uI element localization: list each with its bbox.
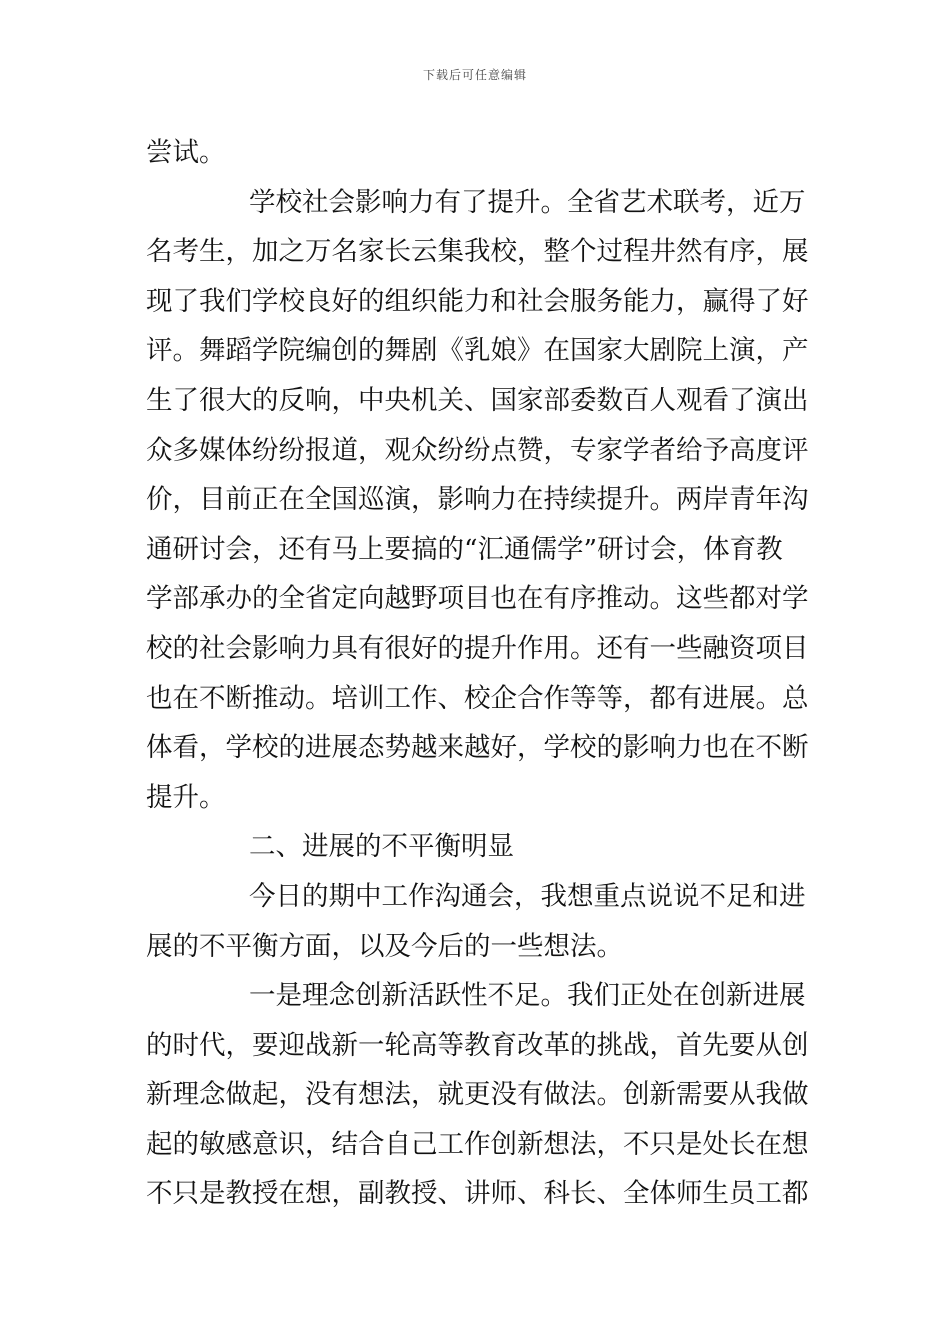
text-line: 生了很大的反响，中央机关、国家部委数百人观看了演出 bbox=[146, 384, 808, 416]
text-line: 名考生，加之万名家长云集我校，整个过程井然有序，展 bbox=[146, 236, 808, 268]
text-line: 尝试。 bbox=[146, 137, 226, 168]
text-line: 一是理念创新活跃性不足。我们正处在创新进展 bbox=[249, 980, 806, 1012]
text-line: 校的社会影响力具有很好的提升作用。还有一些融资项目 bbox=[146, 632, 808, 664]
text-line: 展的不平衡方面，以及今后的一些想法。 bbox=[146, 930, 623, 962]
text-line: 新理念做起，没有想法，就更没有做法。创新需要从我做 bbox=[146, 1079, 808, 1111]
page-header: 下载后可任意编辑 bbox=[422, 68, 527, 82]
text-line: 起的敏感意识，结合自己工作创新想法，不只是处长在想 bbox=[146, 1128, 808, 1160]
text-line: 学校社会影响力有了提升。全省艺术联考，近万 bbox=[249, 186, 806, 218]
text-line: 也在不断推动。培训工作、校企合作等等，都有进展。总 bbox=[146, 682, 808, 714]
body-text bbox=[146, 128, 808, 1219]
text-line: 价，目前正在全国巡演，影响力在持续提升。两岸青年沟 bbox=[146, 484, 808, 516]
text-line: 通研讨会，还有马上要搞的“汇通儒学”研讨会，体育教 bbox=[146, 533, 783, 565]
section-heading: 二、进展的不平衡明显 bbox=[249, 831, 514, 863]
text-line: 的时代，要迎战新一轮高等教育改革的挑战，首先要从创 bbox=[146, 1029, 808, 1061]
text-line: 评。舞蹈学院编创的舞剧《乳娘》在国家大剧院上演，产 bbox=[146, 335, 808, 367]
text-line: 现了我们学校良好的组织能力和社会服务能力，赢得了好 bbox=[146, 285, 808, 317]
text-line: 提升。 bbox=[146, 781, 226, 813]
text-line: 体看，学校的进展态势越来越好，学校的影响力也在不断 bbox=[146, 732, 808, 764]
text-line: 今日的期中工作沟通会，我想重点说说不足和进 bbox=[249, 880, 806, 912]
text-line: 众多媒体纷纷报道，观众纷纷点赞，专家学者给予高度评 bbox=[146, 434, 808, 466]
text-line: 学部承办的全省定向越野项目也在有序推动。这些都对学 bbox=[146, 583, 808, 615]
text-line: 不只是教授在想，副教授、讲师、科长、全体师生员工都 bbox=[146, 1178, 808, 1210]
